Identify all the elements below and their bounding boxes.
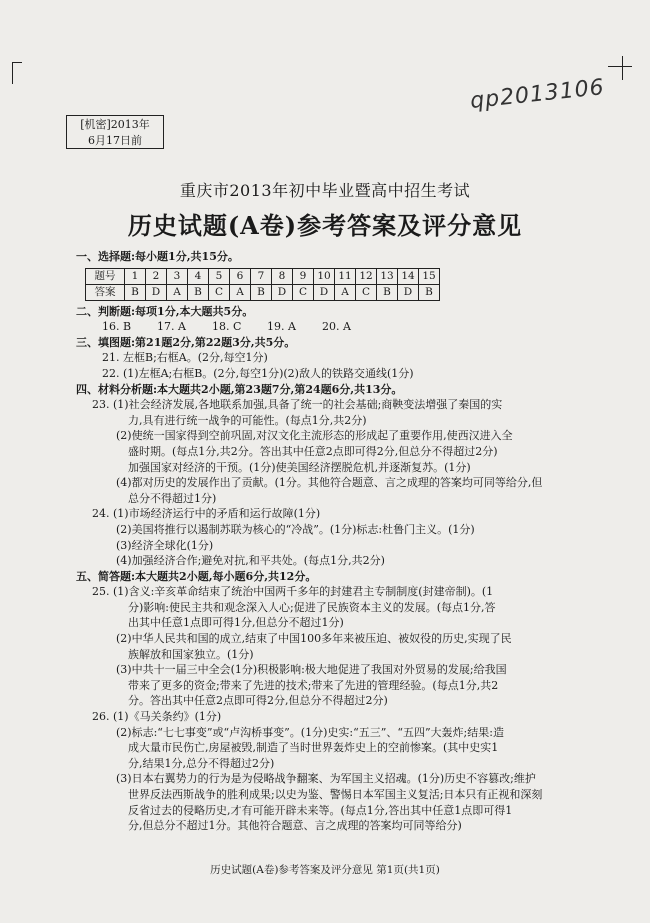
answer-line: 出其中任意1点即可得1分,但总分不超过1分) <box>128 616 344 630</box>
question-number: 2 <box>146 268 167 284</box>
answer-cell: B <box>188 284 209 300</box>
answer-cell: A <box>167 284 188 300</box>
answer-table-row-numbers <box>86 268 440 284</box>
judgment-item: 16. B <box>102 320 132 334</box>
answer-cell: A <box>335 284 356 300</box>
answer-line: 26. (1)《马关条约》(1分) <box>92 710 222 724</box>
question-number: 5 <box>209 268 230 284</box>
answer-line: 25. (1)含义:辛亥革命结束了统治中国两千多年的封建君主专制制度(封建帝制)。(1 <box>92 585 494 599</box>
answer-line: 总分不得超过1分) <box>128 491 217 505</box>
answer-line: 分)影响:使民主共和观念深入人心;促进了民族资本主义的发展。(每点1分,答 <box>128 600 496 614</box>
answer-line: 分,结果1分,总分不得超过2分) <box>128 756 275 770</box>
answer-cell: C <box>356 284 377 300</box>
judgment-item: 19. A <box>267 320 296 334</box>
answer-line: (2)美国将推行以遏制苏联为核心的“冷战”。(1分)标志:杜鲁门主义。(1分) <box>116 522 475 536</box>
answer-table-row-answers <box>86 284 440 300</box>
answer-cell: D <box>398 284 419 300</box>
answer-table-header: 答案 <box>86 284 125 300</box>
judgment-item: 17. A <box>157 320 186 334</box>
document-body <box>76 249 576 834</box>
question-number: 11 <box>335 268 356 284</box>
answer-cell: A <box>230 284 251 300</box>
judgment-item: 20. A <box>322 320 351 334</box>
answer-line: 24. (1)市场经济运行中的矛盾和运行故障(1分) <box>92 507 321 521</box>
question-number: 13 <box>377 268 398 284</box>
answer-line: (4)都对历史的发展作出了贡献。(1分。其他符合题意、言之成理的答案均可同等给分,但 <box>116 476 543 490</box>
section-5-header: 五、简答题:本大题共2小题,每小题6分,共12分。 <box>76 569 317 583</box>
document-title: 历史试题(A卷)参考答案及评分意见 <box>127 211 523 240</box>
answer-line: (2)中华人民共和国的成立,结束了中国100多年来被压迫、被奴役的历史,实现了民 <box>116 632 512 646</box>
crop-mark-left <box>12 62 13 84</box>
answer-line: (4)加强经济合作;避免对抗,和平共处。(每点1分,共2分) <box>116 554 385 568</box>
judgment-answers <box>76 319 576 335</box>
confidential-line2: 6月17日前 <box>88 134 142 147</box>
answer-cell: B <box>251 284 272 300</box>
question-number: 8 <box>272 268 293 284</box>
answer-line: (3)日本右翼势力的行为是为侵略战争翻案、为军国主义招魂。(1分)历史不容篡改;维护 <box>116 772 536 786</box>
question-number: 6 <box>230 268 251 284</box>
answer-line: (2)使统一国家得到空前巩固,对汉文化主流形态的形成起了重要作用,使西汉进入全 <box>116 429 513 443</box>
answer-cell: D <box>314 284 335 300</box>
answer-line: 带来了更多的资金;带来了先进的技术;带来了先进的管理经验。(每点1分,共2 <box>128 678 499 692</box>
question-number: 1 <box>125 268 146 284</box>
section-4-header: 四、材料分析题:本大题共2小题,第23题7分,第24题6分,共13分。 <box>76 382 403 396</box>
exam-title: 重庆市2013年初中毕业暨高中招生考试 <box>179 181 471 200</box>
answer-line: 加强国家对经济的干预。(1分)使美国经济摆脱危机,并逐渐复苏。(1分) <box>128 460 471 474</box>
answer-line: (3)中共十一届三中全会(1分)积极影响:极大地促进了我国对外贸易的发展;给我国 <box>116 663 507 677</box>
answer-table-header: 题号 <box>86 268 125 284</box>
answer-line: 分。答出其中任意2点即可得2分,但总分不得超过2分) <box>128 694 388 708</box>
answer-line: 反省过去的侵略历史,才有可能开辟未来等。(每点1分,答出其中任意1点即可得1 <box>128 803 513 817</box>
section-1-header: 一、选择题:每小题1分,共15分。 <box>76 250 239 263</box>
answer-cell: C <box>209 284 230 300</box>
answer-line: 世界反法西斯战争的胜利成果;以史为鉴、警惕日本军国主义复活;日本只有正视和深刻 <box>128 788 543 801</box>
section-2-header: 二、判断题:每项1分,本大题共5分。 <box>76 304 254 318</box>
answer-cell: B <box>377 284 398 300</box>
answer-line: 盛时期。(每点1分,共2分。答出其中任意2点即可得2分,但总分不得超过2分) <box>128 444 498 458</box>
question-number: 9 <box>293 268 314 284</box>
judgment-item: 18. C <box>212 320 242 334</box>
answer-line: 分,但总分不超过1分。其他符合题意、言之成理的答案均可同等给分) <box>128 819 462 833</box>
answer-cell: D <box>272 284 293 300</box>
answer-table <box>85 268 440 301</box>
confidential-line1: [机密]2013年 <box>80 118 150 131</box>
answer-line: (2)标志:“七七事变”或“卢沟桥事变”。(1分)史实:“五三”、“五四”大轰炸;结果:造 <box>116 725 504 739</box>
answer-cell: B <box>125 284 146 300</box>
answer-line: 21. 左框B;右框A。(2分,每空1分) <box>102 351 268 365</box>
question-number: 14 <box>398 268 419 284</box>
question-number: 12 <box>356 268 377 284</box>
question-number: 10 <box>314 268 335 284</box>
crop-mark-right-h <box>608 66 632 67</box>
answer-line: 22. (1)左框A;右框B。(2分,每空1分)(2)敌人的铁路交通线(1分) <box>102 366 414 380</box>
section-3-header: 三、填图题:第21题2分,第22题3分,共5分。 <box>76 335 296 349</box>
answer-line: 23. (1)社会经济发展,各地联系加强,具备了统一的社会基础;商鞅变法增强了秦国的实 <box>92 398 503 412</box>
answer-line: 族解放和国家独立。(1分) <box>128 647 254 661</box>
confidential-box <box>66 115 164 149</box>
crop-mark-left-h <box>12 62 22 63</box>
question-number: 15 <box>419 268 440 284</box>
question-number: 7 <box>251 268 272 284</box>
answer-cell: C <box>293 284 314 300</box>
question-number: 4 <box>188 268 209 284</box>
answer-line: 成大量市民伤亡,房屋被毁,制造了当时世界轰炸史上的空前惨案。(其中史实1 <box>128 741 499 755</box>
crop-mark-right <box>622 56 623 80</box>
answer-cell: D <box>146 284 167 300</box>
handwritten-code: qp2013106 <box>469 75 606 114</box>
answer-line: 力,具有进行统一战争的可能性。(每点1分,共2分) <box>128 413 367 427</box>
answer-line: (3)经济全球化(1分) <box>116 538 214 552</box>
answer-cell: B <box>419 284 440 300</box>
question-number: 3 <box>167 268 188 284</box>
page-footer: 历史试题(A卷)参考答案及评分意见 第1页(共1页) <box>210 864 440 876</box>
